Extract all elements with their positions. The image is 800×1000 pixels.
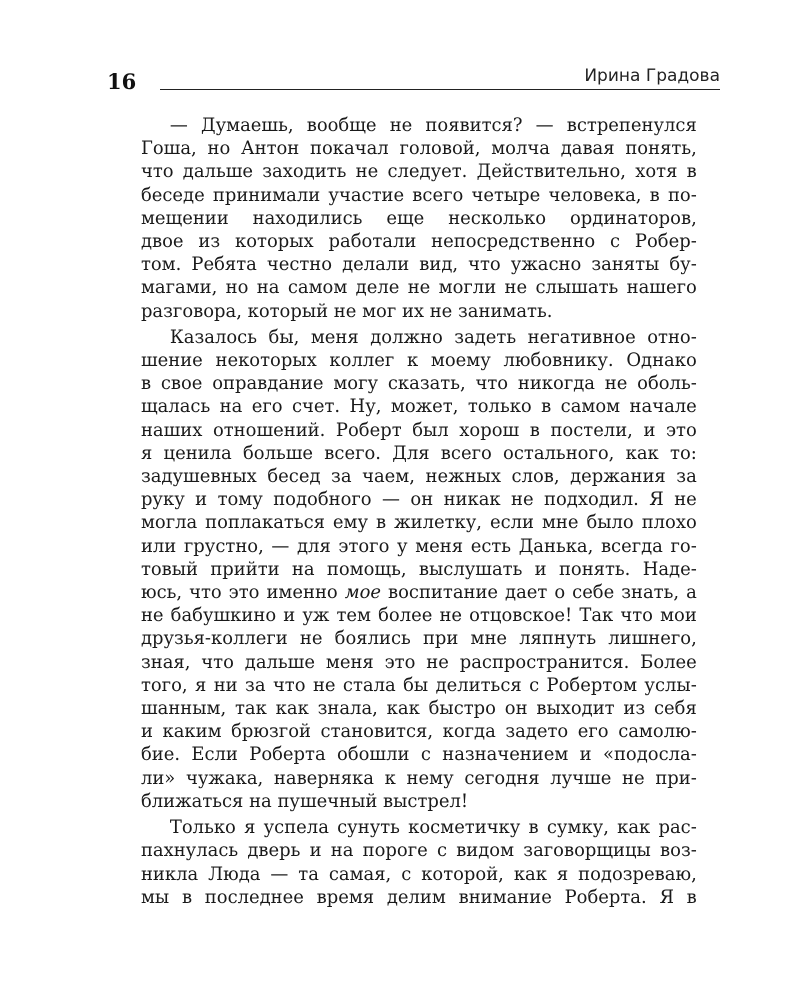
body-text <box>112 114 697 909</box>
text-line: и каким брюзгой становится, когда задето его самолю- <box>140 721 697 743</box>
text-line: мы в последнее время делим внимание Роберта. Я в <box>140 886 697 908</box>
paragraph <box>112 816 697 909</box>
text-line: что дальше заходить не следует. Действительно, хотя в <box>140 161 697 183</box>
text-line: Гоша, но Антон покачал головой, молча давая понять, <box>140 138 697 160</box>
text-line: мещении находились еще несколько ординаторов, <box>140 207 697 229</box>
text-line: разговора, который не мог их не занимать. <box>140 300 553 322</box>
text-line: не бабушкино и уж тем более не отцовское! Так что мои <box>140 605 697 627</box>
text-line: я ценила больше всего. Для всего остального, как то: <box>140 442 697 464</box>
paragraph <box>112 326 697 813</box>
text-line: — Думаешь, вообще не появится? — встрепенулся <box>169 115 697 136</box>
text-line: магами, но на самом деле не могли не слышать нашего <box>140 277 697 299</box>
paragraph <box>112 114 697 323</box>
text-line: шение некоторых коллег к моему любовнику. Однако <box>140 350 697 372</box>
text-line: Только я успела сунуть косметичку в сумку, как рас- <box>169 817 697 839</box>
text-line: того, я ни за что не стала бы делиться с Робертом услы- <box>140 674 697 696</box>
text-run: воспитание дает о себе знать, а <box>381 582 697 604</box>
text-line: беседе принимали участие всего четыре человека, в по- <box>140 184 697 206</box>
header-rule <box>160 89 720 90</box>
running-head-author: Ирина Градова <box>584 66 720 86</box>
text-line: бие. Если Роберта обошли с назначением и «подосла- <box>140 744 697 766</box>
text-line <box>112 581 697 604</box>
text-line: двое из которых работали непосредственно с Робер- <box>140 231 697 253</box>
text-line: наших отношений. Роберт был хорош в постели, и это <box>140 419 697 441</box>
text-line: руку и тому подобного — он никак не подходил. Я не <box>140 489 697 511</box>
text-line: ли» чужака, наверняка к нему сегодня лучше не при- <box>140 767 697 789</box>
text-line: в свое оправдание могу сказать, что никогда не оболь- <box>140 373 697 395</box>
text-line: зная, что дальше меня это не распространится. Более <box>140 651 697 673</box>
text-line: шанным, так как знала, как быстро он выходит из себя <box>140 698 697 720</box>
text-line: том. Ребята честно делали вид, что ужасно заняты бу- <box>140 254 697 276</box>
text-line: могла поплакаться ему в жилетку, если мне было плохо <box>140 512 697 534</box>
emphasis-word: мое <box>344 582 382 604</box>
text-line: или грустно, — для этого у меня есть Данька, всегда го- <box>140 535 697 557</box>
text-line: Казалось бы, меня должно задеть негативное отно- <box>169 326 697 348</box>
page-number: 16 <box>107 69 137 94</box>
text-line: товый прийти на помощь, выслушать и понять. Наде- <box>140 558 697 580</box>
text-line: друзья-коллеги не боялись при мне ляпнуть лишнего, <box>140 628 697 650</box>
text-line: щалась на его счет. Ну, может, только в самом начале <box>140 396 697 418</box>
text-run: юсь, что это именно <box>140 582 345 604</box>
text-line: никла Люда — та самая, с которой, как я подозреваю, <box>140 863 697 885</box>
text-line: задушевных бесед за чаем, нежных слов, держания за <box>140 466 697 488</box>
text-line: ближаться на пушечный выстрел! <box>140 790 469 812</box>
text-line: пахнулась дверь и на пороге с видом заговорщицы воз- <box>140 840 697 862</box>
